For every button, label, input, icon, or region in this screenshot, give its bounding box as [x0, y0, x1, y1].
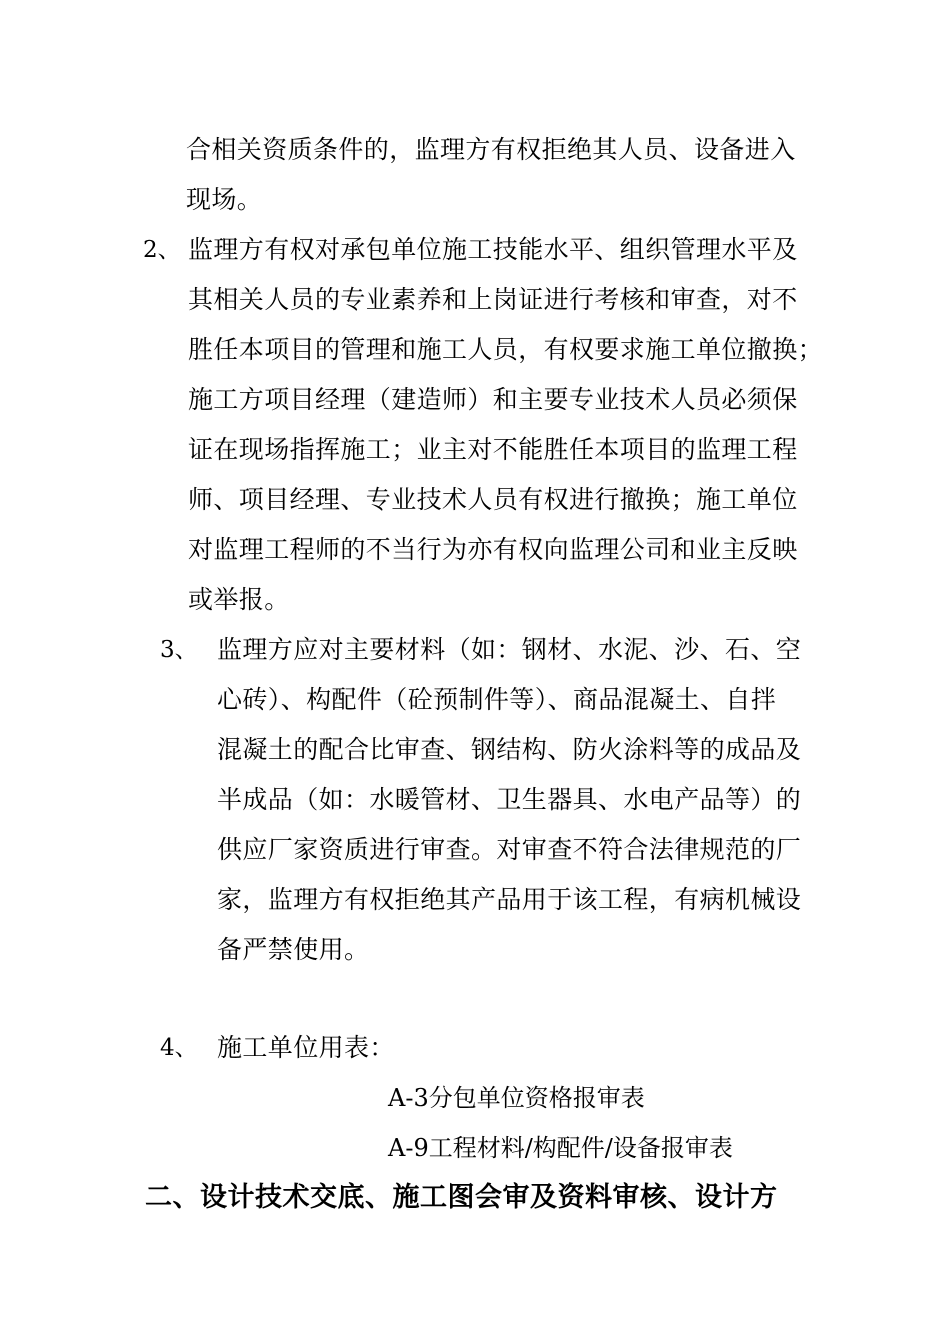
item2-line-2: 其相关人员的专业素养和上岗证进行考核和审查，对不	[188, 285, 798, 314]
item4-number: 4、	[160, 1035, 198, 1061]
item3-line-6: 家，监理方有权拒绝其产品用于该工程，有病机械设	[217, 885, 802, 914]
item2-line-7: 对监理工程师的不当行为亦有权向监理公司和业主反映	[188, 535, 798, 564]
item3-line-4: 半成品（如：水暖管材、卫生器具、水电产品等）的	[217, 785, 802, 814]
item3-line-5: 供应厂家资质进行审查。对审查不符合法律规范的厂	[217, 835, 802, 864]
item2-line-1: 监理方有权对承包单位施工技能水平、组织管理水平及	[188, 235, 798, 264]
item2-line-4: 施工方项目经理（建造师）和主要专业技术人员必须保	[188, 385, 798, 414]
section-heading: 二、设计技术交底、施工图会审及资料审核、设计方	[145, 1182, 778, 1213]
item2-line-5: 证在现场指挥施工；业主对不能胜任本项目的监理工程	[188, 435, 798, 464]
item2-number: 2、	[143, 237, 181, 263]
item2-line-8: 或举报。	[188, 585, 290, 614]
form-a9: A-9工程材料/构配件/设备报审表	[388, 1134, 733, 1162]
item3-line-3: 混凝土的配合比审查、钢结构、防火涂料等的成品及	[217, 735, 802, 764]
item2-line-3: 胜任本项目的管理和施工人员，有权要求施工单位撤换；	[188, 335, 824, 364]
form-a3: A-3分包单位资格报审表	[388, 1084, 645, 1112]
item3-line-2: 心砖）、构配件（砼预制件等）、商品混凝土、自拌	[217, 685, 777, 714]
item4-label: 施工单位用表：	[217, 1033, 395, 1062]
item2-line-6: 师、项目经理、专业技术人员有权进行撤换；施工单位	[188, 485, 798, 514]
item3-line-7: 备严禁使用。	[217, 935, 370, 964]
item1-line-2: 现场。	[186, 185, 263, 214]
item3-number: 3、	[160, 637, 198, 663]
item1-line-1: 合相关资质条件的，监理方有权拒绝其人员、设备进入	[186, 135, 796, 164]
item3-line-1: 监理方应对主要材料（如：钢材、水泥、沙、石、空	[217, 635, 802, 664]
